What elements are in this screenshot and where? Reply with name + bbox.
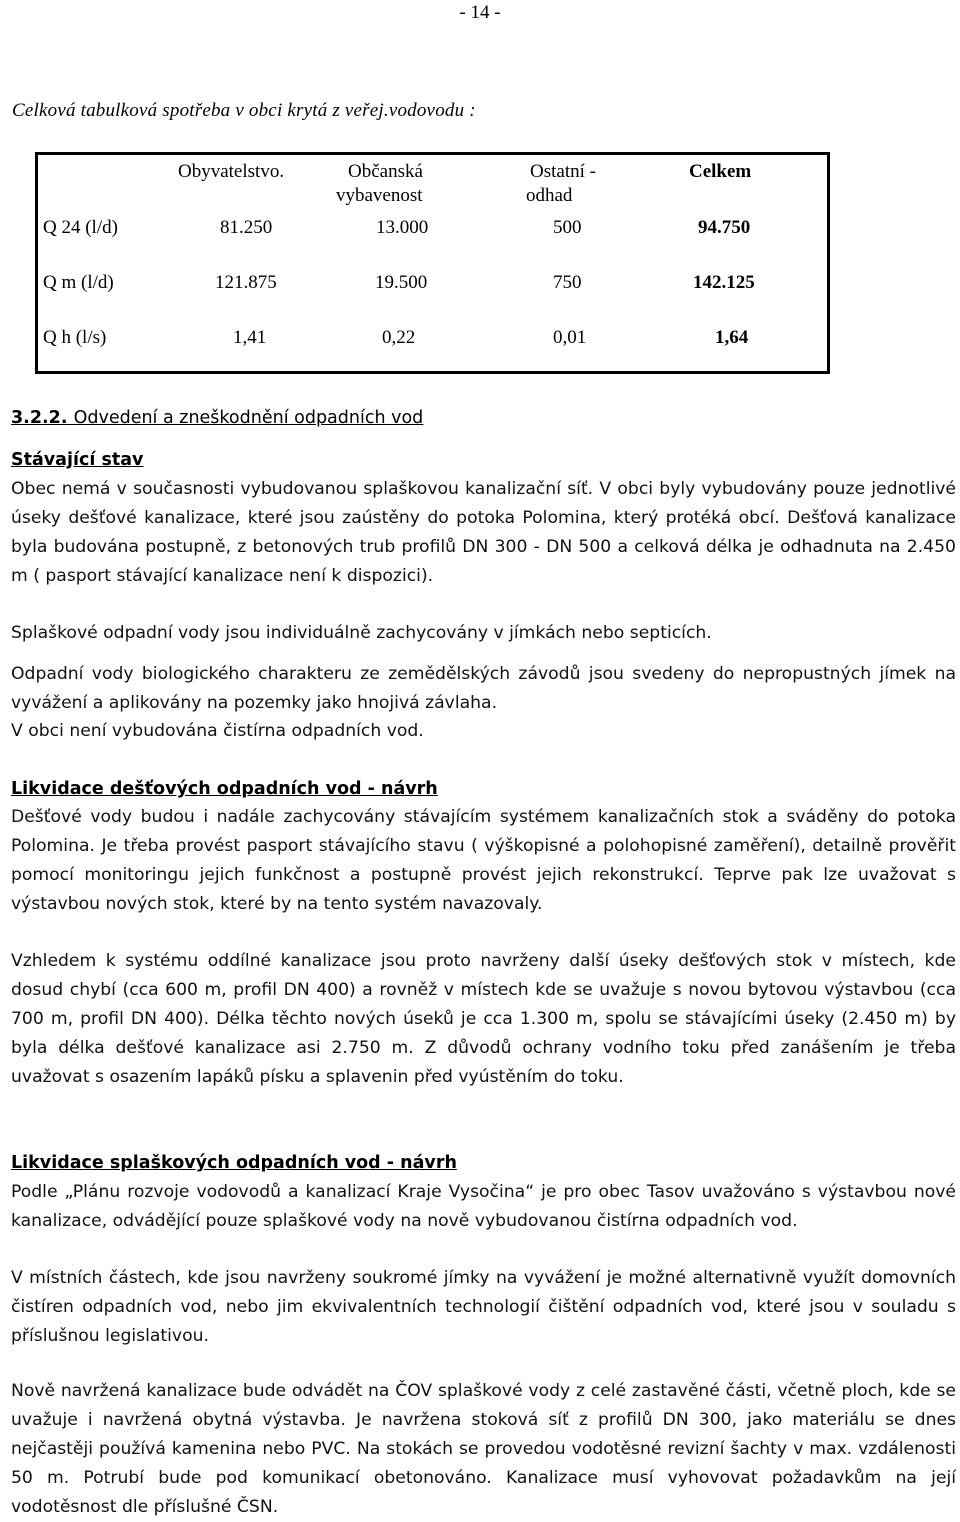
cell-qm-residents: 121.875 xyxy=(215,272,277,293)
cell-qm-total: 142.125 xyxy=(693,272,755,293)
section-heading xyxy=(11,404,423,433)
current-state-paragraph-3: Odpadní vody biologického charakteru ze zemědělských závodů jsou svedeny do nepropustných jímek na vyvážení a aplikovány na pozemky jako hnojivá závlaha. xyxy=(11,664,956,713)
column-header-residents: Obyvatelstvo. xyxy=(178,161,285,182)
row-label-qm: Q m (l/d) xyxy=(43,272,114,293)
table-caption: Celková tabulková spotřeba v obci krytá z veřej.vodovodu : xyxy=(12,100,476,121)
current-state-paragraph-4: V obci není vybudována čistírna odpadních vod. xyxy=(11,721,424,741)
storm-water-paragraph-2: Vzhledem k systému oddílné kanalizace jsou proto navrženy další úseky dešťových stok v místech, kde dosud chybí (cca 600 m, profil DN 400) a rovněž v místech kde se uvažuje s novou bytovou výstavbou (cca 700 m, profil DN 400). Délka těchto nových úseků je cca 1.300 m, spolu se stávajícími úseky (2.450 m) by byla délka dešťové kanalizace asi 2.750 m. Z důvodů ochrany vodního toku před zanášením je třeba uvažovat s osazením lapáků písku a splavenin před vyústěním do toku. xyxy=(11,951,956,1087)
column-header-civic-amenities: Občanská xyxy=(348,161,423,182)
current-state-heading: Stávající stav xyxy=(11,450,144,470)
cell-qm-civic: 19.500 xyxy=(375,272,428,293)
row-label-q24: Q 24 (l/d) xyxy=(43,217,118,238)
cell-q24-residents: 81.250 xyxy=(220,217,273,238)
cell-q24-other: 500 xyxy=(553,217,582,238)
sewage-paragraph-1: Podle „Plánu rozvoje vodovodů a kanalizací Kraje Vysočina“ je pro obec Tasov uvažováno s výstavbou nové kanalizace, odvádějící pouze splaškové vody na nově vybudovanou čistírna odpadních vod. xyxy=(11,1182,956,1231)
water-consumption-table xyxy=(35,152,830,374)
section-title: Odvedení a zneškodnění odpadních vod xyxy=(73,408,424,428)
cell-qh-civic: 0,22 xyxy=(382,327,416,348)
column-header-total: Celkem xyxy=(689,161,752,182)
sewage-paragraph-2: V místních částech, kde jsou navrženy soukromé jímky na vyvážení je možné alternativně využít domovních čistíren odpadních vod, nebo jim ekvivalentních technologií čištění odpadních vod, které jsou v souladu s příslušnou legislativou. xyxy=(11,1268,956,1346)
current-state-paragraph-1: Obec nemá v současnosti vybudovanou splaškovou kanalizační síť. V obci byly vybudovány pouze jednotlivé úseky dešťové kanalizace, které jsou zaústěny do potoka Polomina, který protéká obcí. Dešťová kanalizace byla budována postupně, z betonových trub profilů DN 300 - DN 500 a celková délka je odhadnuta na 2.450 m ( pasport stávající kanalizace není k dispozici). xyxy=(11,479,956,586)
column-header-other-line2: odhad xyxy=(526,185,573,206)
storm-water-paragraph-1: Dešťové vody budou i nadále zachycovány stávajícím systémem kanalizačních stok a sváděny do potoka Polomina. Je třeba provést pasport stávajícího stavu ( výškopisné a polohopisné zaměření), detailně prověřit pomocí monitoringu jejich funkčnost a postupně provést jejich rekonstrukcí. Teprve pak lze uvažovat s výstavbou nových stok, které by na tento systém navazovaly. xyxy=(11,807,956,914)
page-number: - 14 - xyxy=(459,2,501,23)
cell-qh-residents: 1,41 xyxy=(233,327,267,348)
row-label-qh: Q h (l/s) xyxy=(43,327,107,348)
sewage-paragraph-3: Nově navržená kanalizace bude odvádět na ČOV splaškové vody z celé zastavěné části, včetně ploch, kde se uvažuje i navržená obytná výstavba. Je navržena stoková síť z profilů DN 300, jako materiálu se dnes nejčastěji používá kamenina nebo PVC. Na stokách se provedou vodotěsné revizní šachty v max. vzdálenosti 50 m. Potrubí bude pod komunikací obetonováno. Kanalizace musí vyhovovat požadavkům na její vodotěsnost dle příslušné ČSN. xyxy=(11,1381,956,1517)
sewage-heading: Likvidace splaškových odpadních vod - návrh xyxy=(11,1153,457,1173)
cell-qh-total: 1,64 xyxy=(715,327,749,348)
cell-qm-other: 750 xyxy=(553,272,582,293)
cell-qh-other: 0,01 xyxy=(553,327,587,348)
column-header-civic-amenities-line2: vybavenost xyxy=(336,185,423,206)
cell-q24-total: 94.750 xyxy=(698,217,751,238)
column-header-other: Ostatní - xyxy=(530,161,596,182)
section-number: 3.2.2. xyxy=(11,408,68,428)
cell-q24-civic: 13.000 xyxy=(376,217,429,238)
storm-water-heading: Likvidace dešťových odpadních vod - návrh xyxy=(11,779,438,799)
current-state-paragraph-2: Splaškové odpadní vody jsou individuálně zachycovány v jímkách nebo septicích. xyxy=(11,623,712,643)
